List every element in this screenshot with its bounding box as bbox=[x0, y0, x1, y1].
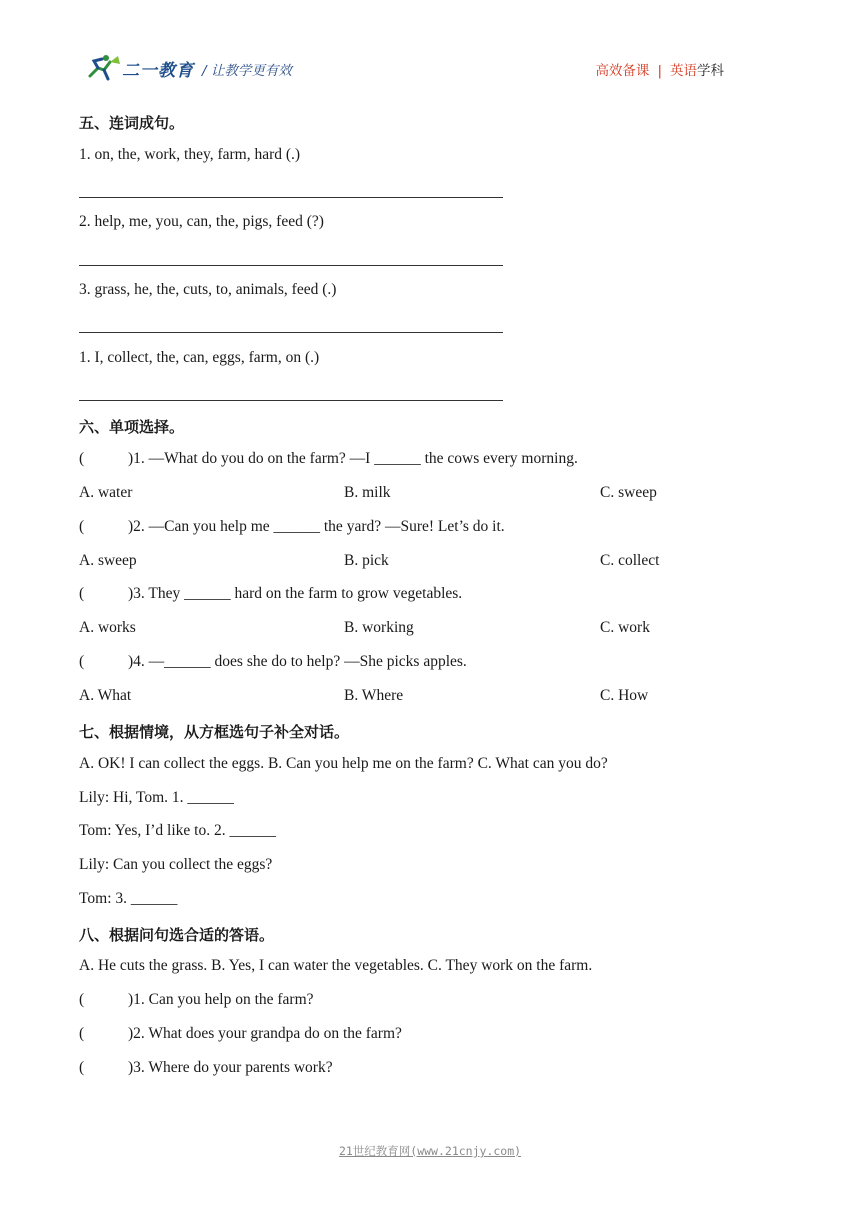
mc-question-text: )4. —______ does she do to help? —She picks apples. bbox=[128, 653, 467, 670]
logo-text: 二一教育 bbox=[122, 61, 194, 81]
match-question-1 bbox=[79, 991, 314, 1009]
mc-option-a: A. works bbox=[79, 619, 136, 636]
header-label-prep: 高效备课 bbox=[595, 63, 650, 79]
match-question-3 bbox=[79, 1059, 333, 1077]
runner-logo-icon bbox=[84, 52, 124, 82]
mc-question-1 bbox=[79, 450, 578, 468]
mc-question-text: )3. They ______ hard on the farm to grow vegetables. bbox=[128, 585, 463, 602]
mc-question-2 bbox=[79, 518, 505, 536]
mc-question-3 bbox=[79, 585, 462, 603]
header-label-subject: 英语 bbox=[670, 63, 697, 79]
section8-options: A. He cuts the grass. B. Yes, I can water the vegetables. C. They work on the farm. bbox=[79, 957, 593, 974]
match-question-text: )3. Where do your parents work? bbox=[128, 1059, 333, 1076]
answer-paren[interactable]: ( bbox=[79, 518, 85, 535]
answer-paren[interactable]: ( bbox=[79, 1025, 85, 1042]
section5-title: 五、连词成句。 bbox=[79, 114, 185, 132]
section5-item-3: 3. grass, he, the, cuts, to, animals, feed (.) bbox=[79, 281, 337, 298]
answer-paren[interactable]: ( bbox=[79, 585, 85, 602]
mc-option-c: C. sweep bbox=[600, 484, 657, 501]
header-slogan: / 让教学更有效 bbox=[202, 63, 292, 79]
mc-option-a: A. sweep bbox=[79, 552, 137, 569]
mc-option-b: B. working bbox=[344, 619, 414, 636]
dialogue-line-1: Lily: Hi, Tom. 1. ______ bbox=[79, 789, 234, 806]
mc-question-text: )1. —What do you do on the farm? —I ______ the cows every morning. bbox=[128, 450, 578, 467]
match-question-text: )1. Can you help on the farm? bbox=[128, 991, 314, 1008]
logo bbox=[84, 52, 194, 82]
mc-option-a: A. water bbox=[79, 484, 133, 501]
section5-item-4: 1. I, collect, the, can, eggs, farm, on (.) bbox=[79, 349, 320, 366]
mc-option-c: C. How bbox=[600, 687, 649, 704]
answer-paren[interactable]: ( bbox=[79, 1059, 85, 1076]
match-question-2 bbox=[79, 1025, 402, 1043]
header-subject bbox=[595, 59, 724, 79]
answer-paren[interactable]: ( bbox=[79, 653, 85, 670]
mc-option-b: B. milk bbox=[344, 484, 391, 501]
section7-title: 七、根据情境，从方框选句子补全对话。 bbox=[79, 723, 350, 741]
mc-question-4 bbox=[79, 653, 467, 671]
answer-line-2[interactable] bbox=[79, 265, 503, 266]
section5-item-2: 2. help, me, you, can, the, pigs, feed (?) bbox=[79, 213, 324, 230]
answer-line-1[interactable] bbox=[79, 197, 503, 198]
answer-paren[interactable]: ( bbox=[79, 450, 85, 467]
dialogue-line-4: Tom: 3. ______ bbox=[79, 890, 178, 907]
mc-option-a: A. What bbox=[79, 687, 132, 704]
page-header bbox=[80, 52, 730, 82]
header-separator: | bbox=[657, 63, 662, 79]
answer-paren[interactable]: ( bbox=[79, 991, 85, 1008]
mc-option-b: B. Where bbox=[344, 687, 404, 704]
dialogue-line-2: Tom: Yes, I’d like to. 2. ______ bbox=[79, 822, 276, 839]
section5-item-1: 1. on, the, work, they, farm, hard (.) bbox=[79, 146, 301, 163]
mc-question-text: )2. —Can you help me ______ the yard? —Sure! Let’s do it. bbox=[128, 518, 505, 535]
match-question-text: )2. What does your grandpa do on the farm? bbox=[128, 1025, 402, 1042]
header-label-subject-suffix: 学科 bbox=[697, 63, 724, 79]
footer-link[interactable]: 21世纪教育网(www.21cnjy.com) bbox=[338, 1144, 522, 1158]
section7-options: A. OK! I can collect the eggs. B. Can you help me on the farm? C. What can you do? bbox=[79, 755, 608, 772]
mc-option-b: B. pick bbox=[344, 552, 389, 569]
section8-title: 八、根据问句选合适的答语。 bbox=[79, 926, 275, 944]
mc-option-c: C. collect bbox=[600, 552, 660, 569]
mc-option-c: C. work bbox=[600, 619, 650, 636]
dialogue-line-3: Lily: Can you collect the eggs? bbox=[79, 856, 273, 873]
answer-line-4[interactable] bbox=[79, 400, 503, 401]
answer-line-3[interactable] bbox=[79, 332, 503, 333]
section6-title: 六、单项选择。 bbox=[79, 418, 185, 436]
